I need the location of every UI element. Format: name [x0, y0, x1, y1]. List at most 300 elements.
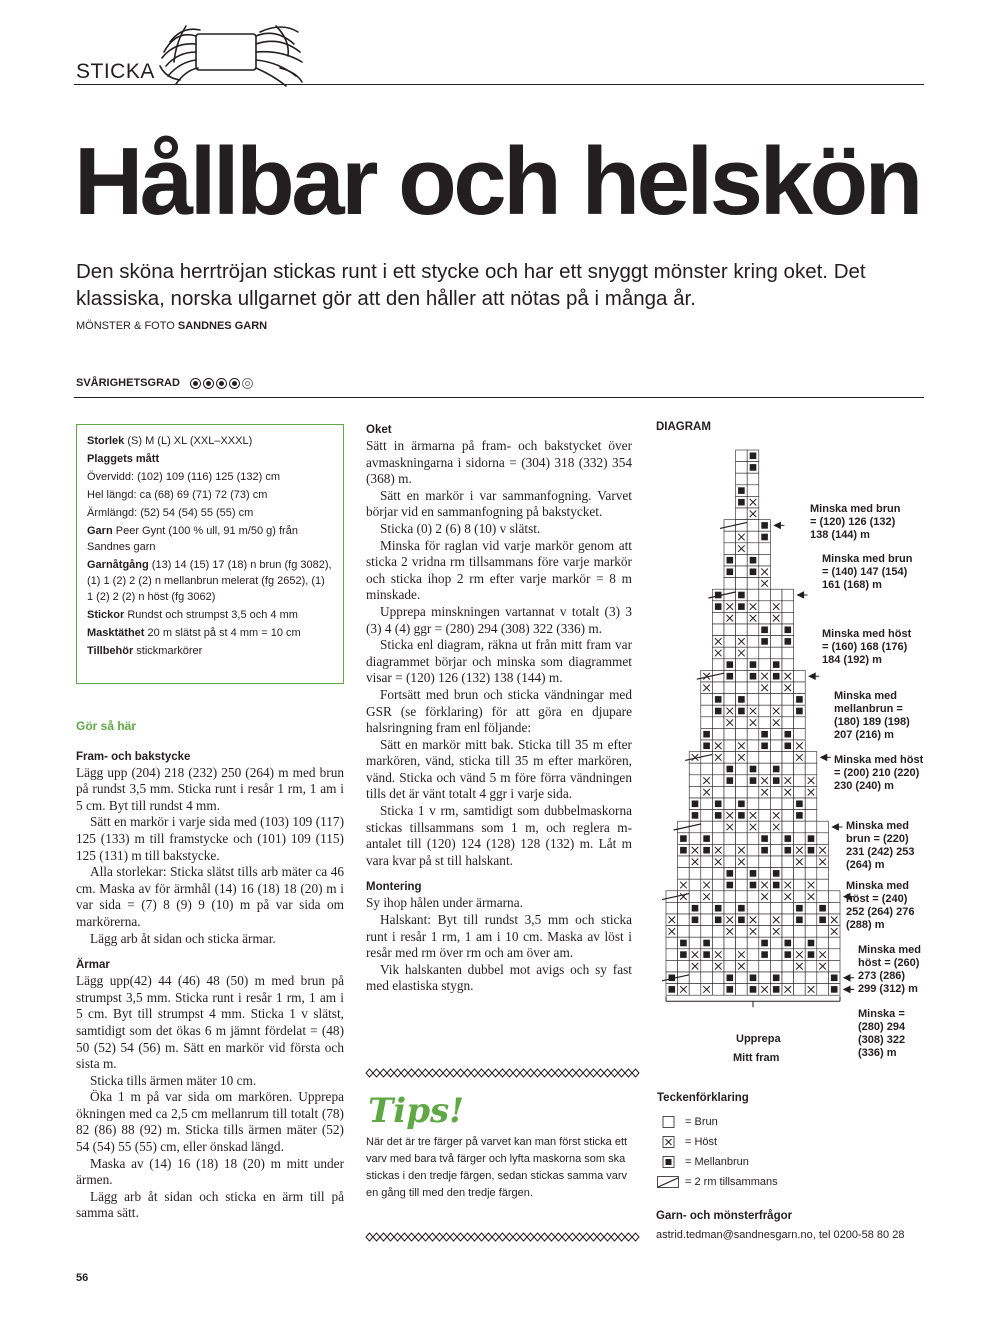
- chart-cell: [761, 847, 768, 854]
- chart-arrow: [798, 592, 808, 598]
- chart-cell: [727, 975, 734, 982]
- chart-cell: [770, 682, 782, 694]
- chart-cell: [782, 960, 794, 972]
- chart-cell: [712, 786, 724, 798]
- facts-row: [87, 487, 333, 503]
- chart-cell: [794, 833, 806, 845]
- chart-cell: [747, 647, 759, 659]
- chart-cell: [678, 926, 690, 938]
- facts-row: [87, 505, 333, 521]
- difficulty-dot: [216, 378, 227, 389]
- chart-cell: [808, 847, 815, 854]
- chart-cell: [808, 835, 815, 842]
- chart-note-line: = (200) 210 (220): [834, 767, 920, 779]
- chart-cell: [750, 975, 757, 982]
- chart-cell: [782, 914, 794, 926]
- chart-cell: [738, 696, 745, 703]
- facts-row: [87, 523, 333, 555]
- section-heading: Oket: [366, 424, 392, 436]
- chart-cell: [701, 694, 713, 706]
- chart-cell: [759, 752, 771, 764]
- chart-cell: [701, 972, 713, 984]
- chart-cell: [736, 508, 748, 520]
- facts-label: Stickor: [87, 609, 125, 621]
- chart-cell: [747, 798, 759, 810]
- chart-cell: [701, 914, 713, 926]
- zigzag-divider-bottom: [366, 1232, 634, 1242]
- chart-note-line: Minska med: [846, 880, 909, 892]
- chart-cell: [738, 905, 745, 912]
- chart-cell: [727, 661, 734, 668]
- chart-cell: [738, 592, 745, 599]
- chart-cell: [796, 812, 803, 819]
- legend-cross-icon: [657, 1136, 679, 1148]
- chart-cell: [794, 937, 806, 949]
- chart-cell: [770, 833, 782, 845]
- paragraph: Maska av (14) 16 (18) 18 (20) m mitt under ärmen.: [76, 1155, 344, 1188]
- chart-cell: [701, 717, 713, 729]
- chart-cell: [770, 902, 782, 914]
- chart-cell: [736, 554, 748, 566]
- chart-cell: [747, 543, 759, 555]
- chart-cell: [770, 844, 782, 856]
- chart-cell: [703, 940, 710, 947]
- repeat-label: Upprepa: [736, 1033, 781, 1045]
- chart-cell: [747, 682, 759, 694]
- paragraph: Minska för raglan vid varje markör genom att sticka 2 vridna rm tillsammans före varje markör och sticka ihop 2 rm efter varje markör = 8 m minskade.: [366, 537, 632, 603]
- chart-cell: [736, 450, 748, 462]
- chart-cell: [759, 798, 771, 810]
- facts-value: Ärmlängd: (52) 54 (54) 55 (55) cm: [87, 507, 254, 519]
- chart-cell: [689, 891, 701, 903]
- chart-cell: [724, 902, 736, 914]
- facts-label: Garnåtgång: [87, 559, 149, 571]
- legend-heading: Teckenförklaring: [657, 1092, 749, 1104]
- chart-note-line: 138 (144) m: [810, 529, 870, 541]
- chart-cell: [738, 812, 745, 819]
- chart-note-line: 207 (216) m: [834, 729, 894, 741]
- chart-cell: [736, 682, 748, 694]
- legend-empty-icon: [657, 1116, 679, 1128]
- chart-cell: [759, 763, 771, 775]
- chart-cell: [747, 578, 759, 590]
- chart-cell: [759, 960, 771, 972]
- chart-cell: [724, 949, 736, 961]
- section-heading: Ärmar: [76, 959, 110, 972]
- chart-cell: [712, 984, 724, 996]
- chart-cell: [782, 856, 794, 868]
- chart-cell: [759, 543, 771, 555]
- chart-note-line: = (160) 168 (176): [822, 641, 908, 653]
- howto-heading: Gör så här: [76, 719, 137, 733]
- chart-cell: [736, 821, 748, 833]
- chart-cell: [747, 520, 759, 532]
- chart-cell: [715, 917, 722, 924]
- chart-cell: [785, 847, 792, 854]
- chart-cell: [796, 917, 803, 924]
- chart-cell: [782, 647, 794, 659]
- chart-cell: [785, 835, 792, 842]
- chart-cell: [747, 636, 759, 648]
- chart-cell: [712, 868, 724, 880]
- chart-cell: [759, 821, 771, 833]
- chart-cell: [794, 763, 806, 775]
- chart-cell: [736, 984, 748, 996]
- paragraph: Lägg arb åt sidan och sticka en ärm till på samma sätt.: [76, 1188, 344, 1221]
- chart-cell: [785, 731, 792, 738]
- chart-note-line: Minska med höst: [834, 754, 924, 766]
- chart-note-line: (280) 294: [858, 1021, 906, 1033]
- chart-cell: [712, 682, 724, 694]
- chart-arrow: [844, 975, 854, 981]
- chart-cell: [831, 986, 838, 993]
- tips-logo: [364, 1090, 465, 1131]
- facts-value: stickmarkörer: [133, 645, 203, 657]
- chart-cell: [770, 740, 782, 752]
- chart-cell: [759, 554, 771, 566]
- difficulty-dot: [203, 378, 214, 389]
- paragraph: Sätt en markör i var sammanfogning. Varvet börjar vid en sammanfogning på bakstycket.: [366, 487, 632, 520]
- chart-cell: [724, 740, 736, 752]
- paragraph: Halskant: Byt till rundst 3,5 mm och sticka runt i resår 1 rm, 1 am i 10 cm. Maska av löst i resår med rm över rm och am över am.: [366, 912, 632, 961]
- chart-note: [822, 553, 912, 592]
- chart-cell: [750, 986, 757, 993]
- chart-cell: [712, 891, 724, 903]
- chart-cell: [689, 833, 701, 845]
- chart-cell: [794, 786, 806, 798]
- chart-cell: [759, 810, 771, 822]
- chart-cell: [805, 752, 817, 764]
- chart-cell: [738, 499, 745, 506]
- chart-cell: [724, 937, 736, 949]
- chart-cell: [678, 902, 690, 914]
- difficulty-rating: [76, 377, 253, 389]
- chart-cell: [727, 777, 734, 784]
- contact-heading: Garn- och mönsterfrågor: [656, 1210, 793, 1222]
- facts-row: [87, 433, 333, 449]
- chart-note-line: (336) m: [858, 1047, 897, 1059]
- chart-note-line: 184 (192) m: [822, 654, 882, 666]
- chart-cell: [747, 786, 759, 798]
- chart-cell: [689, 821, 701, 833]
- chart-cell: [724, 786, 736, 798]
- paragraph: Lägg upp (204) 218 (232) 250 (264) m med brun på rundst 3,5 mm. Sticka runt i resår 1 rm, 1 am i 5 cm. Byt till rundst 4 mm.: [76, 764, 344, 813]
- yarn-skein-icon: [156, 22, 306, 92]
- paragraph: Fortsätt med brun och sticka vändningar med GSR (se förklaring) för att göra en djupare halsringning fram enl följande:: [366, 686, 632, 736]
- chart-cell: [678, 868, 690, 880]
- chart-cell: [678, 914, 690, 926]
- chart-cell: [724, 647, 736, 659]
- chart-cell: [703, 835, 710, 842]
- instructions-column-2: [366, 422, 632, 995]
- chart-cell: [782, 868, 794, 880]
- legend-slash-icon: [657, 1176, 679, 1188]
- chart-cell: [805, 856, 817, 868]
- chart-cell: [736, 670, 748, 682]
- section-heading: Montering: [366, 881, 422, 894]
- chart-cell: [761, 627, 768, 634]
- paragraph: Sticka enl diagram, räkna ut från mitt fram var diagrammet börjar och minska som diagrammet visar = (120) 126 (132) 138 (144) m.: [366, 637, 632, 686]
- chart-note-line: Minska med: [846, 820, 909, 832]
- chart-cell: [794, 868, 806, 880]
- chart-cell: [782, 612, 794, 624]
- chart-cell: [817, 821, 829, 833]
- chart-cell: [761, 940, 768, 947]
- legend-item: [657, 1116, 718, 1128]
- chart-arrow: [774, 522, 784, 528]
- chart-cell: [747, 531, 759, 543]
- photo-credit: [76, 320, 267, 332]
- chart-note-line: mellanbrun =: [834, 703, 903, 715]
- chart-cell: [680, 847, 687, 854]
- chart-cell: [770, 891, 782, 903]
- chart-cell: [736, 937, 748, 949]
- chart-cell: [805, 821, 817, 833]
- chart-cell: [724, 531, 736, 543]
- chart-cell: [736, 891, 748, 903]
- chart-cell: [770, 624, 782, 636]
- legend-filled-icon: [657, 1156, 679, 1168]
- paragraph: Sätt en markör mitt bak. Sticka till 35 m efter markören, vänd, sticka till 35 m efter markören, vänd. Sticka och vänd 5 m före förra vändningen tills det är vänt totalt 4 ggr i varje sida.: [366, 736, 632, 802]
- chart-cell: [715, 905, 722, 912]
- chart-cell: [736, 972, 748, 984]
- chart-cell: [736, 786, 748, 798]
- chart-cell: [736, 926, 748, 938]
- chart-cell: [689, 984, 701, 996]
- chart-note: [858, 944, 921, 996]
- chart-cell: [738, 487, 745, 494]
- chart-cell: [819, 917, 826, 924]
- chart-cell: [805, 868, 817, 880]
- chart-cell: [715, 696, 722, 703]
- chart-cell: [712, 624, 724, 636]
- chart-cell: [736, 659, 748, 671]
- chart-cell: [701, 960, 713, 972]
- chart-cell: [782, 694, 794, 706]
- chart-note: [834, 690, 910, 742]
- chart-cell: [817, 833, 829, 845]
- chart-cell: [782, 752, 794, 764]
- chart-cell: [689, 937, 701, 949]
- chart-cell: [666, 937, 678, 949]
- chart-cell: [747, 844, 759, 856]
- chart-cell: [759, 601, 771, 613]
- chart-cell: [689, 763, 701, 775]
- chart-cell: [747, 740, 759, 752]
- facts-row: [87, 451, 333, 467]
- legend-item: [657, 1156, 749, 1168]
- chart-cell: [736, 520, 748, 532]
- chart-cell: [724, 578, 736, 590]
- chart-cell: [701, 798, 713, 810]
- difficulty-dot: [190, 378, 201, 389]
- chart-cell: [761, 835, 768, 842]
- difficulty-rule: [74, 397, 924, 398]
- chart-cell: [678, 960, 690, 972]
- facts-label: Garn: [87, 525, 113, 537]
- chart-cell: [736, 717, 748, 729]
- chart-note-line: Minska med brun: [822, 553, 913, 565]
- paragraph: Öka 1 m på var sida om markören. Upprepa ökningen med ca 2,5 cm mellanrum till totalt (78) 82 (86) 88 (92) m. Sticka tills ärmen mäter (52) 54 (54) 55 (55) cm, eller önskad längd.: [76, 1089, 344, 1155]
- paragraph: Sätt in ärmarna på fram- och bakstycket över avmaskningarna i sidorna = (304) 318 (332) 354 (368) m.: [366, 438, 632, 487]
- chart-cell: [828, 960, 840, 972]
- chart-cell: [785, 951, 792, 958]
- chart-cell: [785, 940, 792, 947]
- chart-arrow: [832, 824, 842, 830]
- chart-cell: [724, 891, 736, 903]
- chart-cell: [692, 917, 699, 924]
- chart-cell: [712, 926, 724, 938]
- chart-note-line: Minska med: [834, 690, 897, 702]
- instructions-column-1: [76, 718, 344, 1222]
- chart-note-line: höst = (240): [846, 893, 908, 905]
- chart-cell: [703, 951, 710, 958]
- paragraph: Upprepa minskningen vartannat v totalt (3) 3 (3) 4 (4) ggr = (280) 294 (308) 322 (336) m.: [366, 603, 632, 636]
- chart-cell: [759, 914, 771, 926]
- chart-cell: [785, 743, 792, 750]
- chart-cell: [747, 589, 759, 601]
- chart-note-line: 299 (312) m: [858, 983, 918, 995]
- chart-note-line: 252 (264) 276: [846, 906, 915, 918]
- chart-cell: [712, 937, 724, 949]
- chart-note: [846, 820, 915, 872]
- chart-cell: [770, 786, 782, 798]
- chart-cell: [712, 775, 724, 787]
- chart-cell: [666, 949, 678, 961]
- chart-cell: [747, 833, 759, 845]
- chart-cell: [817, 891, 829, 903]
- chart-cell: [805, 914, 817, 926]
- chart-cell: [773, 975, 780, 982]
- chart-cell: [680, 835, 687, 842]
- chart-cell: [750, 464, 757, 471]
- chart-cell: [750, 453, 757, 460]
- chart-cell: [794, 972, 806, 984]
- chart-cell: [736, 612, 748, 624]
- chart-note-line: 273 (286): [858, 970, 906, 982]
- paragraph: Vik halskanten dubbel mot avigs och sy fast med elastiska stygn.: [366, 961, 632, 994]
- facts-value: Övervidd: (102) 109 (116) 125 (132) cm: [87, 471, 280, 483]
- difficulty-label: SVÅRIGHETSGRAD: [76, 377, 180, 389]
- chart-cell: [712, 763, 724, 775]
- chart-cell: [712, 972, 724, 984]
- chart-cell: [689, 868, 701, 880]
- chart-cell: [773, 766, 780, 773]
- facts-label: Tillbehör: [87, 645, 134, 657]
- legend-item: [657, 1176, 778, 1188]
- chart-cell: [727, 673, 734, 680]
- chart-cell: [794, 717, 806, 729]
- chart-cell: [666, 960, 678, 972]
- chart-cell: [770, 960, 782, 972]
- chart-cell: [724, 856, 736, 868]
- chart-cell: [759, 589, 771, 601]
- chart-cell: [692, 905, 699, 912]
- chart-cell: [773, 882, 780, 889]
- chart-cell: [770, 856, 782, 868]
- chart-cell: [782, 810, 794, 822]
- chart-cell: [773, 673, 780, 680]
- chart-cell: [738, 603, 745, 610]
- facts-label: Masktäthet: [87, 627, 145, 639]
- chart-cell: [724, 728, 736, 740]
- paragraph: Lägg arb åt sidan och sticka ärmar.: [90, 930, 276, 946]
- chart-note-line: = (120) 126 (132): [810, 516, 896, 528]
- chart-cell: [701, 926, 713, 938]
- chart-cell: [750, 870, 757, 877]
- chart-cell: [747, 624, 759, 636]
- chart-cell: [785, 638, 792, 645]
- chart-arrow: [809, 673, 819, 679]
- chart-note-line: (288) m: [846, 919, 885, 931]
- chart-cell: [794, 926, 806, 938]
- difficulty-dot: [242, 378, 253, 389]
- chart-cell: [678, 856, 690, 868]
- chart-cell: [761, 743, 768, 750]
- chart-note-line: = (140) 147 (154): [822, 566, 908, 578]
- chart-cell: [736, 868, 748, 880]
- chart-cell: [794, 879, 806, 891]
- chart-cell: [747, 902, 759, 914]
- chart-cell: [759, 612, 771, 624]
- chart-cell: [773, 870, 780, 877]
- chart-cell: [689, 972, 701, 984]
- chart-cell: [794, 891, 806, 903]
- legend-label: = 2 rm tillsammans: [685, 1176, 778, 1188]
- chart-cell: [712, 659, 724, 671]
- chart-cell: [759, 659, 771, 671]
- section-kicker: STICKA: [76, 60, 155, 83]
- chart-cell: [750, 882, 757, 889]
- chart-cell: [724, 833, 736, 845]
- chart-cell: [770, 937, 782, 949]
- chart-note-line: Minska med höst: [822, 628, 912, 640]
- chart-cell: [782, 798, 794, 810]
- tips-text: När det är tre färger på varvet kan man först sticka ett varv med bara två färger och lyfta maskorna som ska stickas i den tredje färgen, sedan stickas samma varv en gång till med den tredje färgen.: [366, 1136, 628, 1199]
- chart-cell: [724, 589, 736, 601]
- chart-cell: [770, 694, 782, 706]
- chart-cell: [727, 569, 734, 576]
- diagram-heading: DIAGRAM: [656, 421, 711, 433]
- chart-cell: [770, 752, 782, 764]
- chart-cell: [689, 879, 701, 891]
- difficulty-dots: [190, 378, 253, 389]
- paragraph: Sätt en markör i varje sida med (103) 109 (117) 125 (133) m till framstycke och (101) 109 (115) 125 (131) m till bakstycke.: [76, 814, 344, 863]
- chart-cell: [819, 905, 826, 912]
- zigzag-divider-top: [366, 1068, 634, 1078]
- facts-box: [76, 424, 344, 684]
- chart-cell: [747, 694, 759, 706]
- chart-cell: [747, 485, 759, 497]
- chart-cell: [747, 949, 759, 961]
- paragraph: Sy ihop hålen under ärmarna.: [366, 895, 523, 911]
- chart-cell: [761, 522, 768, 529]
- chart-cell: [701, 763, 713, 775]
- chart-cell: [808, 940, 815, 947]
- chart-cell: [782, 601, 794, 613]
- chart-cell: [817, 879, 829, 891]
- chart-arrow: [821, 754, 831, 760]
- article-title: Hållbar och helskön: [74, 128, 920, 235]
- chart-cell: [770, 798, 782, 810]
- column-1-body: [76, 749, 344, 1222]
- chart-cell: [805, 798, 817, 810]
- legend-label: = Mellanbrun: [685, 1156, 749, 1168]
- facts-value: 20 m slätst på st 4 mm = 10 cm: [144, 627, 301, 639]
- chart-cell: [715, 812, 722, 819]
- chart-cell: [805, 902, 817, 914]
- credit-name: SANDNES GARN: [177, 320, 268, 332]
